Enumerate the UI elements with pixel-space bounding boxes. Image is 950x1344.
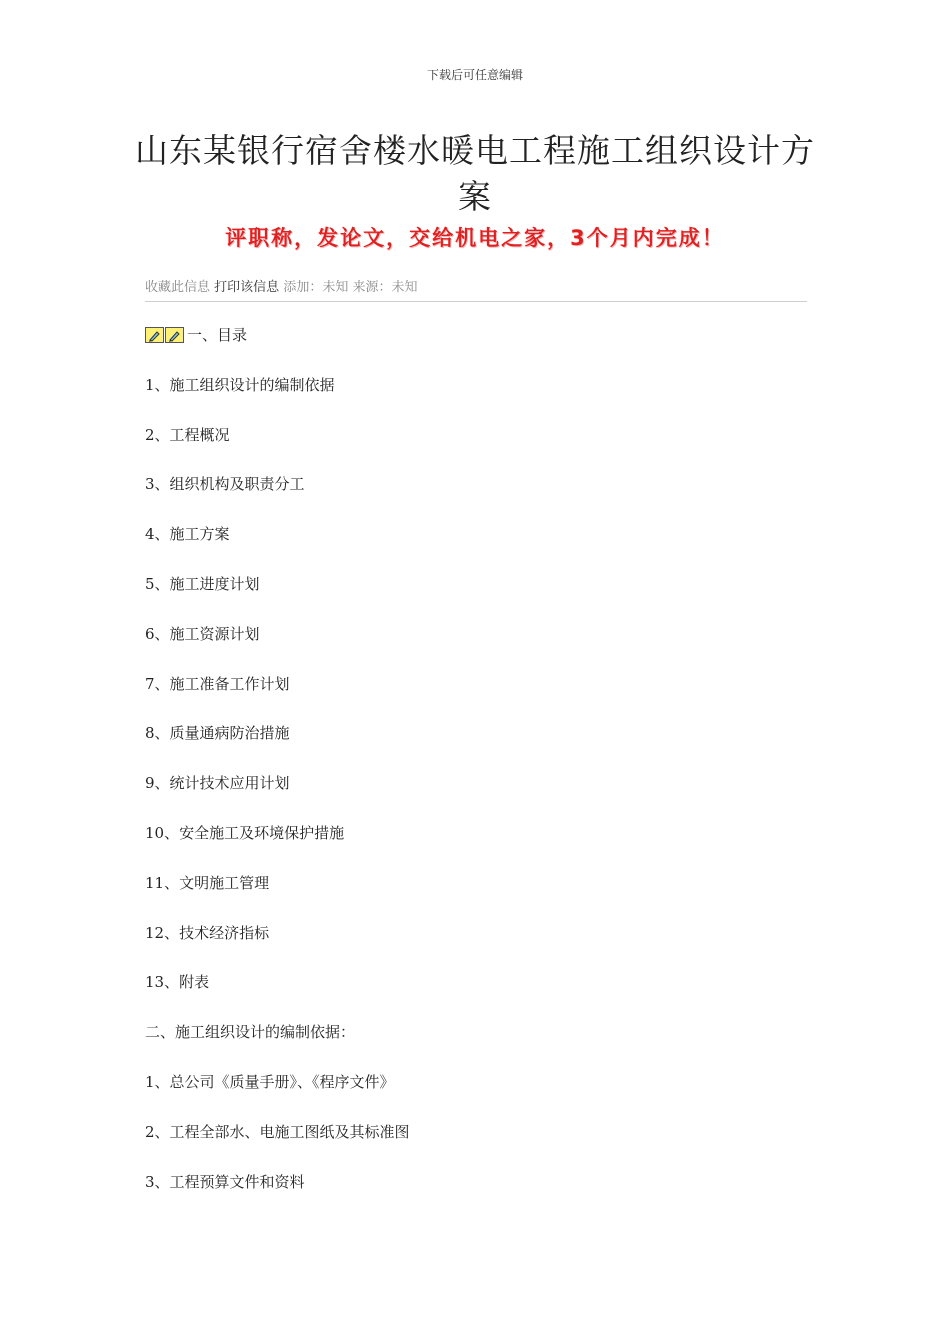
icon-group — [145, 323, 185, 353]
promo-banner[interactable]: 评职称，发论文，交给机电之家，3个月内完成！ — [225, 226, 725, 250]
print-link[interactable]: 打印该信息 — [214, 280, 280, 295]
toc-heading-line — [145, 320, 805, 370]
meta-bar — [145, 276, 807, 302]
pencil-icon[interactable] — [145, 327, 164, 343]
favorite-link[interactable]: 收藏此信息 — [145, 280, 211, 295]
document-body — [145, 320, 805, 1216]
toc-item: 9、统计技术应用计划 — [145, 774, 290, 793]
toc-item: 8、质量通病防治措施 — [145, 724, 290, 743]
toc-item: 12、技术经济指标 — [145, 923, 270, 942]
basis-item: 2、工程全部水、电施工图纸及其标准图 — [145, 1122, 410, 1141]
toc-heading: 一、目录 — [187, 326, 248, 344]
toc-item: 7、施工准备工作计划 — [145, 674, 290, 693]
toc-item: 13、附表 — [145, 973, 210, 992]
header-note: 下载后可任意编辑 — [426, 68, 523, 82]
toc-item: 6、施工资源计划 — [145, 624, 260, 643]
section-heading: 二、施工组织设计的编制依据： — [145, 1023, 356, 1042]
toc-item: 4、施工方案 — [145, 525, 230, 544]
pencil-icon[interactable] — [165, 327, 184, 343]
toc-item: 11、文明施工管理 — [145, 873, 270, 892]
toc-item: 2、工程概况 — [145, 425, 230, 444]
toc-item: 5、施工进度计划 — [145, 574, 260, 593]
basis-item: 3、工程预算文件和资料 — [145, 1172, 305, 1191]
source-value: 未知 — [391, 280, 418, 295]
added-value: 未知 — [322, 280, 349, 295]
added-label: 添加： — [283, 280, 323, 295]
document-title: 山东某银行宿舍楼水暖电工程施工组织设计方案 — [135, 131, 815, 216]
toc-item: 3、组织机构及职责分工 — [145, 475, 305, 494]
basis-item: 1、总公司《质量手册》、《程序文件》 — [145, 1072, 395, 1091]
source-label: 来源： — [352, 280, 392, 295]
toc-item: 1、施工组织设计的编制依据 — [145, 375, 335, 394]
toc-item: 10、安全施工及环境保护措施 — [145, 823, 345, 842]
